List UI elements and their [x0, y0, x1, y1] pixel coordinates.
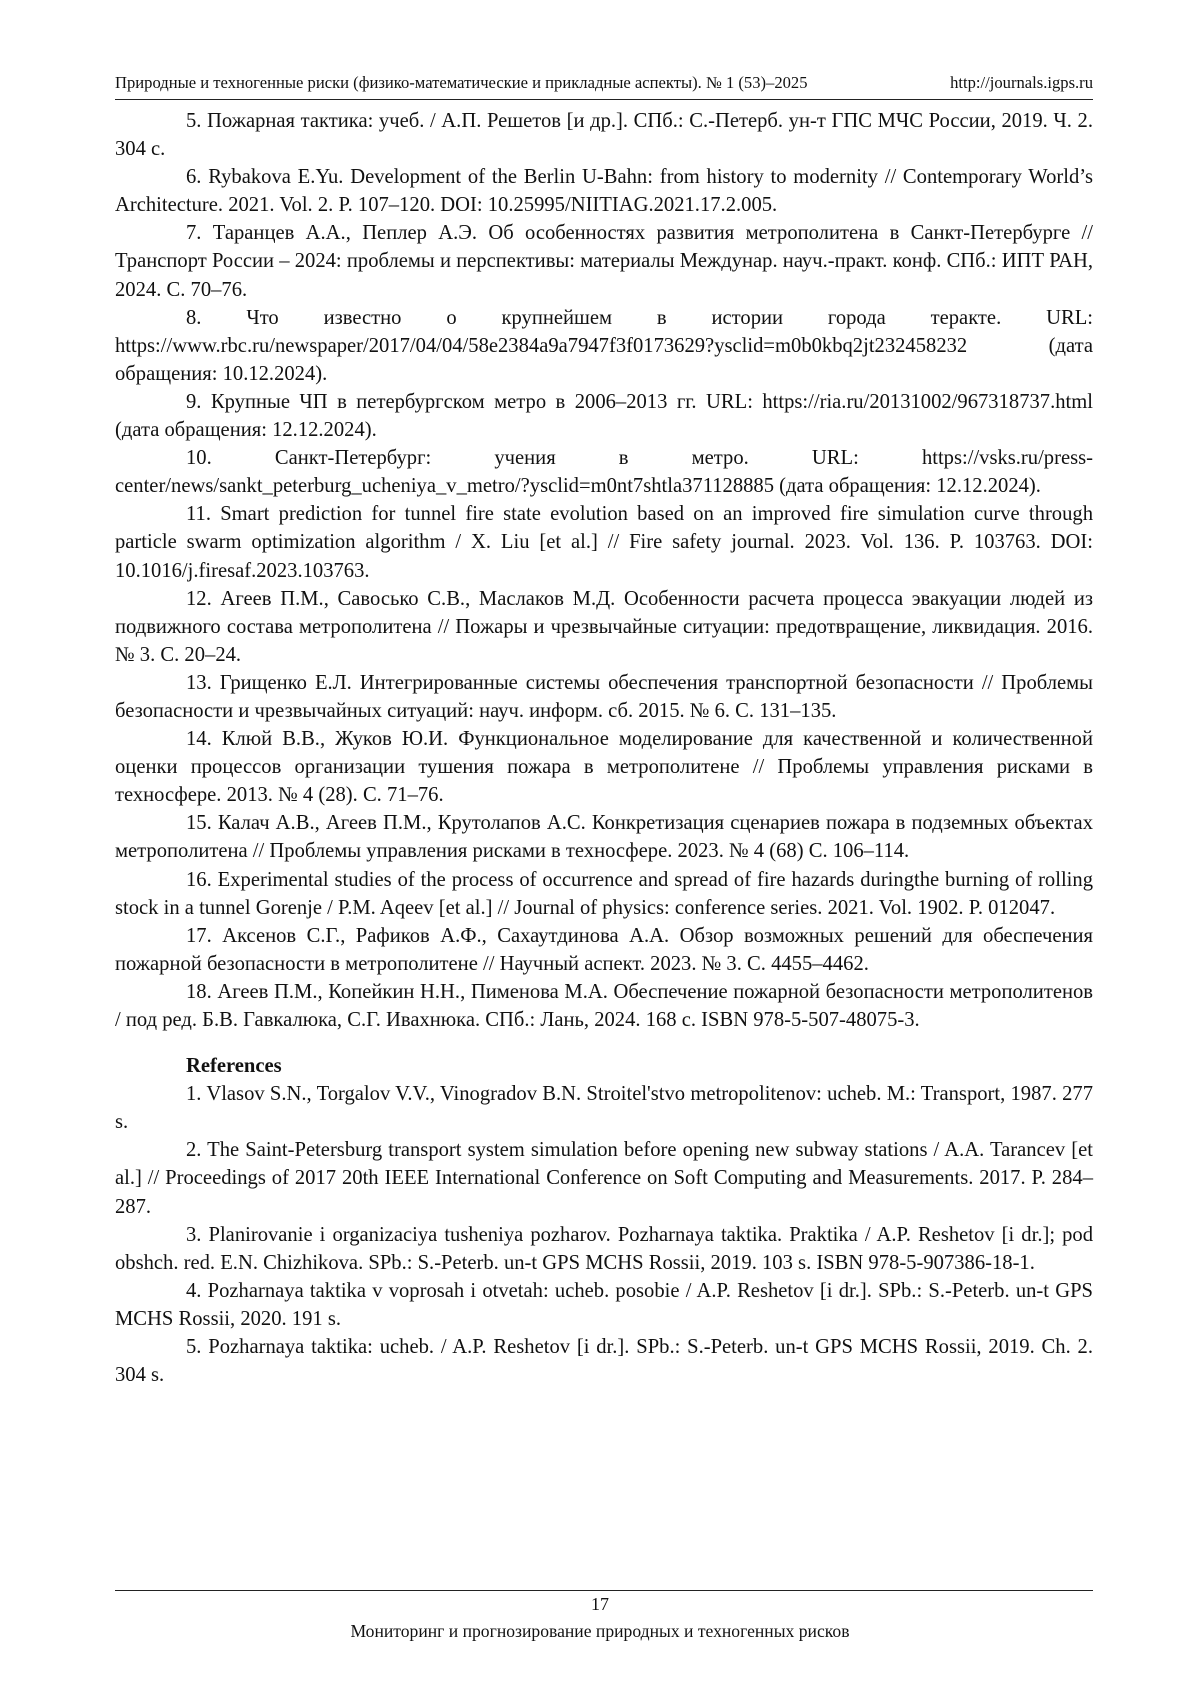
- reference-entry: 7. Таранцев А.А., Пеплер А.Э. Об особенностях развития метрополитена в Санкт-Петербурге // Транспорт России – 2024: проблемы и перспективы: материалы Междунар. науч.-практ. конф. СПб.: ИПТ РАН, 2024. С. 70–76.: [115, 219, 1093, 303]
- reference-entry: 13. Грищенко Е.Л. Интегрированные системы обеспечения транспортной безопасности // Проблемы безопасности и чрезвычайных ситуаций: науч. информ. сб. 2015. № 6. С. 131–135.: [115, 669, 1093, 725]
- reference-entry: 2. The Saint-Petersburg transport system simulation before opening new subway stations / A.A. Tarancev [et al.] // Proceedings of 2017 20th IEEE International Conference on Soft Computing and Measurements. 2017. P. 284–287.: [115, 1136, 1093, 1220]
- reference-list-en: [115, 1080, 1093, 1389]
- reference-entry: 17. Аксенов С.Г., Рафиков А.Ф., Сахаутдинова А.А. Обзор возможных решений для обеспечения пожарной безопасности в метрополитене // Научный аспект. 2023. № 3. С. 4455–4462.: [115, 922, 1093, 978]
- footer-rule: [115, 1590, 1093, 1591]
- reference-entry: 12. Агеев П.М., Савосько С.В., Маслаков М.Д. Особенности расчета процесса эвакуации людей из подвижного состава метрополитена // Пожары и чрезвычайные ситуации: предотвращение, ликвидация. 2016. № 3. С. 20–24.: [115, 585, 1093, 669]
- reference-entry: 9. Крупные ЧП в петербургском метро в 2006–2013 гг. URL: https://ria.ru/20131002/967318737.html (дата обращения: 12.12.2024).: [115, 388, 1093, 444]
- reference-entry: 18. Агеев П.М., Копейкин Н.Н., Пименова М.А. Обеспечение пожарной безопасности метрополитенов / под ред. Б.В. Гавкалюка, С.Г. Ивахнюка. СПб.: Лань, 2024. 168 с. ISBN 978-5-507-48075-3.: [115, 978, 1093, 1034]
- running-header: [115, 73, 1093, 93]
- reference-list-ru: [115, 107, 1093, 1034]
- reference-entry: 16. Experimental studies of the process of occurrence and spread of fire hazards duringthe burning of rolling stock in a tunnel Gorenje / P.M. Aqeev [et al.] // Journal of physics: conference series. 2021. Vol. 1902. P. 012047.: [115, 866, 1093, 922]
- journal-url: http://journals.igps.ru: [950, 73, 1093, 93]
- page-number: 17: [0, 1593, 1200, 1615]
- reference-entry: 15. Калач А.В., Агеев П.М., Крутолапов А.С. Конкретизация сценариев пожара в подземных объектах метрополитена // Проблемы управления рисками в техносфере. 2023. № 4 (68) С. 106–114.: [115, 809, 1093, 865]
- reference-entry: 14. Клюй В.В., Жуков Ю.И. Функциональное моделирование для качественной и количественной оценки процессов организации тушения пожара в метрополитене // Проблемы управления рисками в техносфере. 2013. № 4 (28). С. 71–76.: [115, 725, 1093, 809]
- reference-entry: 4. Pozharnaya taktika v voprosah i otvetah: ucheb. posobie / A.P. Reshetov [i dr.]. SPb.: S.-Peterb. un-t GPS MCHS Rossii, 2020. 191 s.: [115, 1277, 1093, 1333]
- footer-title: Мониторинг и прогнозирование природных и техногенных рисков: [0, 1620, 1200, 1642]
- reference-entry: 8. Что известно о крупнейшем в истории города теракте. URL: https://www.rbc.ru/newspaper/2017/04/04/58e2384a9a7947f3f0173629?ysclid=m0b0kbq2jt232458232 (дата обращения: 10.12.2024).: [115, 304, 1093, 388]
- reference-entry: 3. Planirovanie i organizaciya tusheniya pozharov. Pozharnaya taktika. Praktika / A.P. Reshetov [i dr.]; pod obshch. red. E.N. Chizhikova. SPb.: S.-Peterb. un-t GPS MCHS Rossii, 2019. 103 s. ISBN 978-5-907386-18-1.: [115, 1221, 1093, 1277]
- page-body: [115, 107, 1093, 1389]
- header-rule: [115, 99, 1093, 100]
- reference-entry: 10. Санкт-Петербург: учения в метро. URL: https://vsks.ru/press-center/news/sankt_peterburg_ucheniya_v_metro/?ysclid=m0nt7shtla371128885 (дата обращения: 12.12.2024).: [115, 444, 1093, 500]
- reference-entry: 6. Rybakova E.Yu. Development of the Berlin U-Bahn: from history to modernity // Contemporary World’s Architecture. 2021. Vol. 2. P. 107–120. DOI: 10.25995/NIITIAG.2021.17.2.005.: [115, 163, 1093, 219]
- reference-entry: 1. Vlasov S.N., Torgalov V.V., Vinogradov B.N. Stroitel'stvo metropolitenov: ucheb. M.: Transport, 1987. 277 s.: [115, 1080, 1093, 1136]
- reference-entry: 11. Smart prediction for tunnel fire state evolution based on an improved fire simulation curve through particle swarm optimization algorithm / X. Liu [et al.] // Fire safety journal. 2023. Vol. 136. P. 103763. DOI: 10.1016/j.firesaf.2023.103763.: [115, 500, 1093, 584]
- references-heading: References: [115, 1052, 1093, 1080]
- reference-entry: 5. Пожарная тактика: учеб. / А.П. Решетов [и др.]. СПб.: С.-Петерб. ун-т ГПС МЧС России, 2019. Ч. 2. 304 с.: [115, 107, 1093, 163]
- journal-title: Природные и техногенные риски (физико-математические и прикладные аспекты). № 1 (53)–2025: [115, 73, 808, 93]
- reference-entry: 5. Pozharnaya taktika: ucheb. / A.P. Reshetov [i dr.]. SPb.: S.-Peterb. un-t GPS MCHS Rossii, 2019. Ch. 2. 304 s.: [115, 1333, 1093, 1389]
